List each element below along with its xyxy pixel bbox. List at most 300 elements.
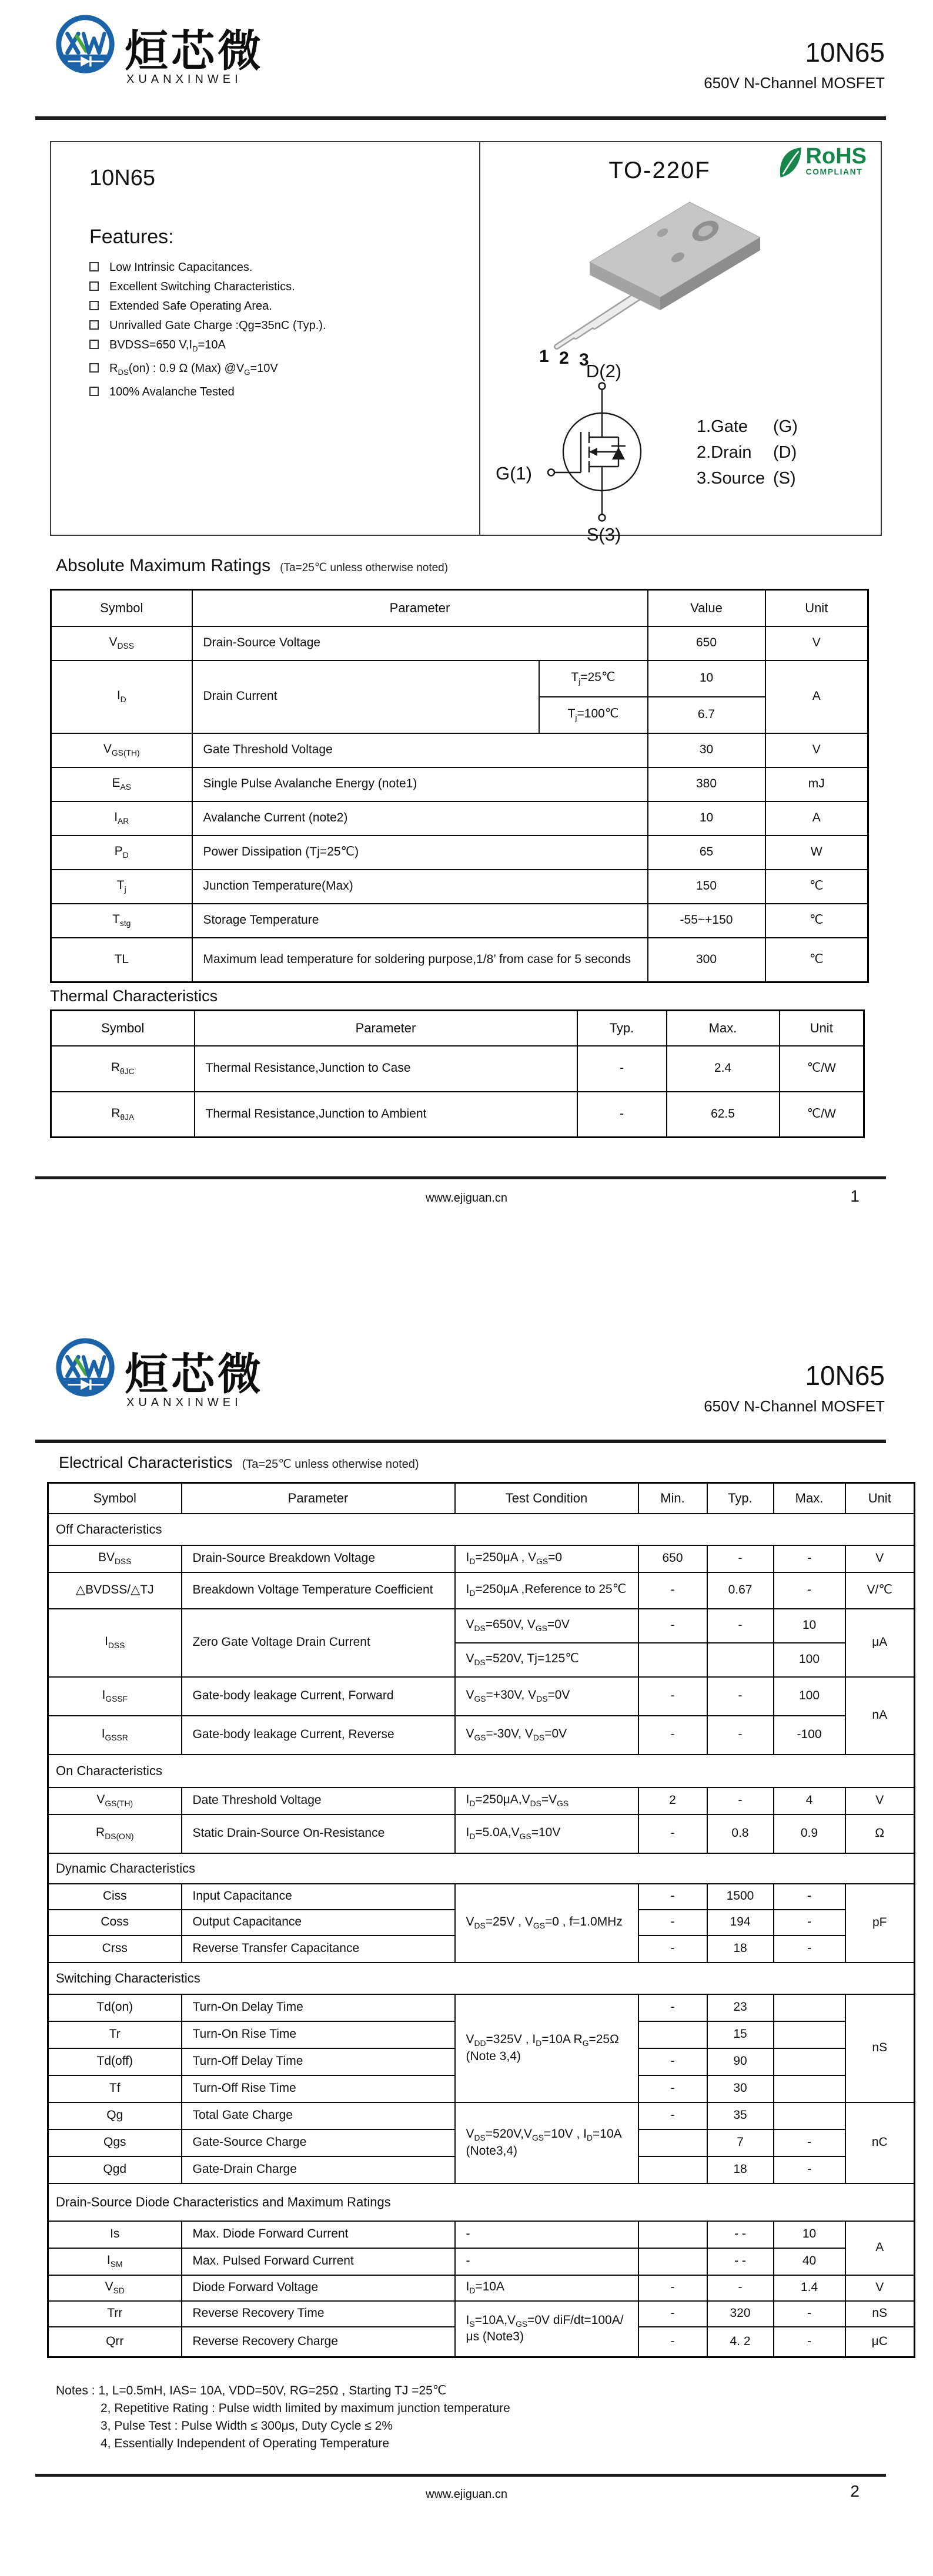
table-cell: nC	[845, 2102, 915, 2183]
table-cell	[638, 2156, 707, 2183]
table-cell: 10	[774, 2221, 845, 2248]
note-line	[56, 2382, 510, 2400]
table-cell: $T_j$	[51, 870, 192, 904]
pin-2-label: 2	[559, 348, 569, 368]
table-cell: $V_{SD}$	[48, 2275, 182, 2301]
table-cell: nA	[845, 1677, 915, 1755]
header-rule	[35, 116, 886, 120]
table-cell: $V_{DSS}$	[51, 626, 192, 660]
table-cell: nS	[845, 1994, 915, 2102]
table-cell: Static Drain-Source On-Resistance	[182, 1814, 455, 1853]
note-line: 3, Pulse Test : Pulse Width ≤ 300μs, Duty Cycle ≤ 2%	[101, 2419, 393, 2433]
table-cell: 18	[707, 2156, 774, 2183]
table-cell: V	[765, 733, 868, 767]
table-cell: V	[845, 1545, 915, 1572]
table-cell: Gate Threshold Voltage	[192, 733, 648, 767]
table-cell: 100	[774, 1677, 845, 1716]
table-cell: Ciss	[48, 1884, 182, 1910]
table-cell: Drain-Source Breakdown Voltage	[182, 1545, 455, 1572]
feature-text: $R_{DS}(on)$ : 0.9 Ω (Max) $@V_G=10V$	[109, 362, 278, 377]
feature-item	[89, 362, 454, 379]
table-cell: $R_{\theta JA}$	[51, 1092, 195, 1138]
table-cell: pF	[845, 1884, 915, 1963]
header-rule	[35, 1440, 886, 1443]
table-cell: $I_{GSSR}$	[48, 1716, 182, 1755]
table-cell: 35	[707, 2102, 774, 2129]
table-cell: Drain-Source Voltage	[192, 626, 648, 660]
table-cell: Turn-On Delay Time	[182, 1994, 455, 2021]
table-cell: Gate-body leakage Current, Reverse	[182, 1716, 455, 1755]
legend-row-source	[697, 469, 798, 495]
table-cell: ℃	[765, 938, 868, 982]
product-title: 10N65	[89, 166, 155, 190]
column-header: Value	[648, 590, 765, 626]
table-cell: 10	[648, 801, 765, 836]
table-cell: -	[455, 2248, 638, 2275]
feature-item	[89, 338, 454, 355]
table-cell: -	[638, 2275, 707, 2301]
company-logo-icon	[52, 1331, 121, 1407]
note-line: 2, Repetitive Rating : Pulse width limited by maximum junction temperature	[101, 2401, 510, 2415]
column-header: Max.	[667, 1011, 780, 1046]
column-header: Symbol	[48, 1483, 182, 1514]
thermal-characteristics-table	[50, 1009, 865, 1138]
features-panel	[51, 142, 480, 535]
table-cell: Power Dissipation (Tj=25℃)	[192, 836, 648, 870]
table-cell	[774, 2075, 845, 2102]
feature-text: BVDSS=650 $V,I_D=10A$	[109, 338, 226, 353]
table-cell: $I_{GSSF}$	[48, 1677, 182, 1716]
features-list	[89, 261, 454, 405]
table-cell: Zero Gate Voltage Drain Current	[182, 1609, 455, 1677]
table-cell: 30	[648, 733, 765, 767]
table-cell: 0.67	[707, 1572, 774, 1609]
table-cell: $V_{DS}=25V$ , $V_{GS}=0$ , f=1.0MHz	[455, 1884, 638, 1963]
table-cell: 194	[707, 1910, 774, 1936]
table-cell: $I_{AR}$	[51, 801, 192, 836]
table-cell: -	[707, 1677, 774, 1716]
table-cell: Crss	[48, 1936, 182, 1963]
checkbox-icon	[89, 363, 99, 373]
table-cell: $I_D=5.0A,V_{GS}=10V$	[455, 1814, 638, 1853]
table-cell: Input Capacitance	[182, 1884, 455, 1910]
table-cell: -55~+150	[648, 904, 765, 938]
table-cell: $I_D=250\mu A$ , $V_{GS}=0$	[455, 1545, 638, 1572]
checkbox-icon	[89, 262, 99, 271]
column-header: Parameter	[182, 1483, 455, 1514]
table-cell: -	[638, 1910, 707, 1936]
features-heading: Features:	[89, 226, 174, 248]
feature-item	[89, 319, 454, 332]
legend-row-gate	[697, 417, 798, 443]
table-cell: 2.4	[667, 1046, 780, 1092]
table-cell: Is	[48, 2221, 182, 2248]
table-cell: 10	[774, 1609, 845, 1643]
pin-legend	[697, 417, 798, 495]
table-cell: -	[577, 1092, 667, 1138]
table-cell: 650	[648, 626, 765, 660]
table-cell: $E_{AS}$	[51, 767, 192, 801]
table-cell: $T_j=25℃$	[539, 660, 648, 697]
table-cell	[774, 2102, 845, 2129]
company-logo-icon	[52, 8, 121, 83]
package-name: TO-220F	[608, 157, 711, 183]
table-cell: mJ	[765, 767, 868, 801]
table-cell: A	[765, 660, 868, 733]
column-header: Typ.	[577, 1011, 667, 1046]
note-text: 1, L=0.5mH, IAS= 10A, VDD=50V, RG=25Ω , Starting TJ =25℃	[98, 2384, 447, 2397]
section-row: Dynamic Characteristics	[48, 1853, 915, 1884]
table-cell: $V_{GS}=+30V$, $V_{DS}=0V$	[455, 1677, 638, 1716]
table-cell: -100	[774, 1716, 845, 1755]
table-cell: 30	[707, 2075, 774, 2102]
page1-header	[0, 0, 933, 123]
electrical-characteristics-table	[47, 1482, 915, 2358]
table-cell: -	[774, 1910, 845, 1936]
feature-text: Low Intrinsic Capacitances.	[109, 261, 253, 274]
table-cell: 300	[648, 938, 765, 982]
notes-prefix: Notes :	[56, 2384, 99, 2397]
table-cell: $V_{DS}=650V$, $V_{GS}=0V$	[455, 1609, 638, 1643]
table-cell: TL	[51, 938, 192, 982]
pin-1-label: 1	[539, 347, 549, 366]
footer-page-number: 2	[850, 2482, 860, 2500]
footer-website: www.ejiguan.cn	[426, 2488, 507, 2501]
part-number: 10N65	[805, 1360, 885, 1391]
pin-3-label: 3	[579, 350, 589, 369]
checkbox-icon	[89, 320, 99, 330]
table-cell	[638, 2129, 707, 2156]
table-cell	[774, 2021, 845, 2048]
checkbox-icon	[89, 340, 99, 349]
table-cell: $I_{SM}$	[48, 2248, 182, 2275]
table-cell: 4	[774, 1787, 845, 1814]
table-cell: Turn-Off Delay Time	[182, 2048, 455, 2075]
table-cell: Single Pulse Avalanche Energy (note1)	[192, 767, 648, 801]
table-cell: -	[774, 1545, 845, 1572]
feature-item	[89, 261, 454, 274]
source-pin-label: S(3)	[586, 524, 621, 545]
package-panel	[480, 142, 882, 545]
table-cell: Storage Temperature	[192, 904, 648, 938]
table-cell: 0.9	[774, 1814, 845, 1853]
checkbox-icon	[89, 387, 99, 396]
footer-page-number: 1	[850, 1187, 860, 1205]
table-cell: -	[707, 1787, 774, 1814]
part-subtitle: 650V N-Channel MOSFET	[704, 1397, 885, 1415]
table-cell: Reverse Transfer Capacitance	[182, 1936, 455, 1963]
rohs-title: RoHS	[805, 144, 867, 169]
table-cell: Total Gate Charge	[182, 2102, 455, 2129]
table-cell: Drain Current	[192, 660, 539, 733]
table-cell: V	[845, 1787, 915, 1814]
table-cell: -	[638, 2327, 707, 2357]
table-cell: Qrr	[48, 2327, 182, 2357]
table-cell: Tr	[48, 2021, 182, 2048]
table-cell: -	[638, 1936, 707, 1963]
table-cell: 65	[648, 836, 765, 870]
column-header: Parameter	[195, 1011, 577, 1046]
table-cell: $T_j=100℃$	[539, 697, 648, 733]
table-cell: Td(on)	[48, 1994, 182, 2021]
table-cell	[638, 1643, 707, 1677]
table-cell: 62.5	[667, 1092, 780, 1138]
elec-title: Electrical Characteristics	[59, 1454, 233, 1471]
table-cell: -	[455, 2221, 638, 2248]
table-cell: -	[707, 2275, 774, 2301]
table-cell: $V_{DS}=520V,V_{GS}=10V$ , $I_D=10A$ (Note3,4)	[455, 2102, 638, 2183]
gate-pin-label: G(1)	[496, 463, 532, 484]
table-cell	[707, 1643, 774, 1677]
to220f-package-image	[526, 175, 776, 369]
footer-rule	[35, 1176, 886, 1179]
feature-text: Extended Safe Operating Area.	[109, 300, 272, 313]
abs-max-note: (Ta=25℃ unless otherwise noted)	[280, 562, 449, 574]
drain-pin-label: D(2)	[586, 361, 622, 381]
table-cell: -	[638, 1814, 707, 1853]
legend-name: 2.Drain	[697, 443, 752, 462]
table-cell: 90	[707, 2048, 774, 2075]
abs-max-heading	[56, 556, 448, 576]
legend-name: 1.Gate	[697, 417, 748, 436]
table-cell: $BV_{DSS}$	[48, 1545, 182, 1572]
table-cell: 15	[707, 2021, 774, 2048]
table-cell: $V_{DD}=325V$ , $I_D=10A$ $R_G=25\Omega$ (Note 3,4)	[455, 1994, 638, 2102]
elec-heading	[59, 1454, 419, 1472]
table-cell: Ω	[845, 1814, 915, 1853]
feature-text: 100% Avalanche Tested	[109, 385, 235, 398]
table-cell: 18	[707, 1936, 774, 1963]
table-cell: $V_{GS(TH)}$	[48, 1787, 182, 1814]
table-cell: -	[638, 1884, 707, 1910]
table-cell: Gate-body leakage Current, Forward	[182, 1677, 455, 1716]
legend-name: 3.Source	[697, 469, 765, 488]
table-cell: $I_D=10A$	[455, 2275, 638, 2301]
column-header: Unit	[765, 590, 868, 626]
table-cell: 6.7	[648, 697, 765, 733]
company-name-cn: 烜芯微	[125, 1350, 264, 1398]
table-cell: $I_D=250\mu A,V_{DS}=V_{GS}$	[455, 1787, 638, 1814]
table-cell	[638, 2021, 707, 2048]
company-name-en: XUANXINWEI	[126, 1396, 242, 1409]
table-cell: 10	[648, 660, 765, 697]
table-cell: nS	[845, 2301, 915, 2327]
table-cell: - -	[707, 2221, 774, 2248]
table-cell: -	[638, 1677, 707, 1716]
table-cell: -	[774, 2156, 845, 2183]
table-cell: - -	[707, 2248, 774, 2275]
table-cell: $I_{DSS}$	[48, 1609, 182, 1677]
table-cell	[774, 1994, 845, 2021]
table-cell: Trr	[48, 2301, 182, 2327]
table-cell: -	[638, 2102, 707, 2129]
table-cell: $R_{\theta JC}$	[51, 1046, 195, 1092]
table-cell: -	[638, 1994, 707, 2021]
table-cell: 100	[774, 1643, 845, 1677]
table-cell: ℃	[765, 904, 868, 938]
table-cell: -	[774, 1884, 845, 1910]
table-cell: -	[638, 1716, 707, 1755]
table-cell: -	[707, 1716, 774, 1755]
column-header: Symbol	[51, 1011, 195, 1046]
table-cell: Date Threshold Voltage	[182, 1787, 455, 1814]
feature-item	[89, 385, 454, 398]
column-header: Typ.	[707, 1483, 774, 1514]
table-cell: Breakdown Voltage Temperature Coefficient	[182, 1572, 455, 1609]
legend-row-drain	[697, 443, 798, 469]
rohs-subtitle: COMPLIANT	[805, 167, 863, 176]
table-cell: V	[765, 626, 868, 660]
footer-rule	[35, 2474, 886, 2477]
table-cell: A	[845, 2221, 915, 2275]
table-cell: -	[638, 2075, 707, 2102]
checkbox-icon	[89, 281, 99, 291]
table-cell: $P_D$	[51, 836, 192, 870]
table-cell: 1500	[707, 1884, 774, 1910]
table-cell: Coss	[48, 1910, 182, 1936]
feature-item	[89, 300, 454, 313]
section-row: Off Characteristics	[48, 1514, 915, 1545]
page2-header	[0, 1323, 933, 1447]
table-cell: 40	[774, 2248, 845, 2275]
part-subtitle: 650V N-Channel MOSFET	[704, 74, 885, 92]
table-cell: -	[774, 2327, 845, 2357]
table-cell: $V_{GS}=-30V$, $V_{DS}=0V$	[455, 1716, 638, 1755]
table-cell: Gate-Drain Charge	[182, 2156, 455, 2183]
table-cell: Gate-Source Charge	[182, 2129, 455, 2156]
table-cell: Qgd	[48, 2156, 182, 2183]
feature-item	[89, 280, 454, 293]
column-header: Test Condition	[455, 1483, 638, 1514]
section-row: On Characteristics	[48, 1755, 915, 1787]
table-cell: $I_D$	[51, 660, 192, 733]
footer-website: www.ejiguan.cn	[426, 1192, 507, 1205]
table-cell: △BVDSS/△TJ	[48, 1572, 182, 1609]
table-cell: $R_{DS(ON)}$	[48, 1814, 182, 1853]
table-cell: Output Capacitance	[182, 1910, 455, 1936]
table-cell	[638, 2221, 707, 2248]
notes-block	[56, 2382, 510, 2453]
table-cell: 1.4	[774, 2275, 845, 2301]
table-cell: Diode Forward Voltage	[182, 2275, 455, 2301]
note-line: 4, Essentially Independent of Operating Temperature	[101, 2437, 390, 2450]
table-cell: Turn-On Rise Time	[182, 2021, 455, 2048]
table-cell: $I_D=250\mu A$ ,Reference to 25℃	[455, 1572, 638, 1609]
company-name-cn: 烜芯微	[125, 26, 264, 75]
table-cell: Turn-Off Rise Time	[182, 2075, 455, 2102]
table-cell: Max. Diode Forward Current	[182, 2221, 455, 2248]
product-summary-box	[50, 141, 882, 545]
table-cell: -	[638, 2301, 707, 2327]
mosfet-symbol	[501, 349, 704, 552]
part-number: 10N65	[805, 37, 885, 68]
column-header: Max.	[774, 1483, 845, 1514]
checkbox-icon	[89, 301, 99, 310]
feature-text: Excellent Switching Characteristics.	[109, 280, 295, 293]
table-cell: -	[638, 1609, 707, 1643]
table-cell: -	[707, 1609, 774, 1643]
column-header: Min.	[638, 1483, 707, 1514]
table-cell: μC	[845, 2327, 915, 2357]
table-cell: -	[774, 1936, 845, 1963]
column-header: Unit	[780, 1011, 864, 1046]
abs-max-title: Absolute Maximum Ratings	[56, 556, 271, 575]
table-cell	[774, 2048, 845, 2075]
column-header: Unit	[845, 1483, 915, 1514]
table-cell: ℃/W	[780, 1092, 864, 1138]
rohs-text	[806, 146, 867, 176]
table-cell: Thermal Resistance,Junction to Ambient	[195, 1092, 577, 1138]
column-header: Parameter	[192, 590, 648, 626]
table-cell: $V_{GS(TH)}$	[51, 733, 192, 767]
table-cell: -	[638, 2048, 707, 2075]
thermal-heading	[50, 987, 218, 1005]
table-cell: 650	[638, 1545, 707, 1572]
table-cell: 23	[707, 1994, 774, 2021]
table-cell: Td(off)	[48, 2048, 182, 2075]
table-cell: 320	[707, 2301, 774, 2327]
table-cell: Avalanche Current (note2)	[192, 801, 648, 836]
table-cell: 2	[638, 1787, 707, 1814]
table-cell: 4. 2	[707, 2327, 774, 2357]
table-cell: -	[774, 2129, 845, 2156]
table-cell: Tf	[48, 2075, 182, 2102]
table-cell: ℃	[765, 870, 868, 904]
company-name-en: XUANXINWEI	[126, 73, 242, 86]
table-cell: -	[577, 1046, 667, 1092]
rohs-logo	[777, 146, 867, 180]
table-cell: Maximum lead temperature for soldering purpose,1/8’ from case for 5 seconds	[192, 938, 648, 982]
page-2	[0, 1288, 933, 2576]
rohs-leaf-icon	[777, 146, 802, 180]
thermal-title: Thermal Characteristics	[50, 987, 218, 1005]
table-cell: -	[707, 1545, 774, 1572]
legend-abbr: (S)	[773, 469, 796, 488]
table-cell: Junction Temperature(Max)	[192, 870, 648, 904]
legend-abbr: (D)	[773, 443, 797, 462]
table-cell: -	[638, 1572, 707, 1609]
table-cell: V/℃	[845, 1572, 915, 1609]
section-row: Drain-Source Diode Characteristics and Maximum Ratings	[48, 2183, 915, 2221]
table-cell: 0.8	[707, 1814, 774, 1853]
table-cell: 380	[648, 767, 765, 801]
table-cell: μA	[845, 1609, 915, 1677]
section-row: Switching Characteristics	[48, 1963, 915, 1994]
table-cell: A	[765, 801, 868, 836]
elec-note: (Ta=25℃ unless otherwise noted)	[242, 1458, 419, 1471]
table-cell: -	[774, 1572, 845, 1609]
table-cell: Qg	[48, 2102, 182, 2129]
table-cell: Max. Pulsed Forward Current	[182, 2248, 455, 2275]
absolute-maximum-ratings-table	[50, 589, 869, 983]
table-cell: Thermal Resistance,Junction to Case	[195, 1046, 577, 1092]
table-cell: Reverse Recovery Charge	[182, 2327, 455, 2357]
table-cell: 7	[707, 2129, 774, 2156]
table-cell: 150	[648, 870, 765, 904]
table-cell: $V_{DS}=520V$, Tj=125℃	[455, 1643, 638, 1677]
table-cell: V	[845, 2275, 915, 2301]
table-cell: $T_{stg}$	[51, 904, 192, 938]
table-cell: $I_S=10A,V_{GS}=0V$ diF/dt=100A/μs (Note3)	[455, 2301, 638, 2357]
table-cell: Qgs	[48, 2129, 182, 2156]
legend-abbr: (G)	[773, 417, 798, 436]
table-cell: Reverse Recovery Time	[182, 2301, 455, 2327]
column-header: Symbol	[51, 590, 192, 626]
table-cell: -	[774, 2301, 845, 2327]
table-cell: W	[765, 836, 868, 870]
feature-text: Unrivalled Gate Charge :Qg=35nC (Typ.).	[109, 319, 326, 332]
table-cell	[638, 2248, 707, 2275]
